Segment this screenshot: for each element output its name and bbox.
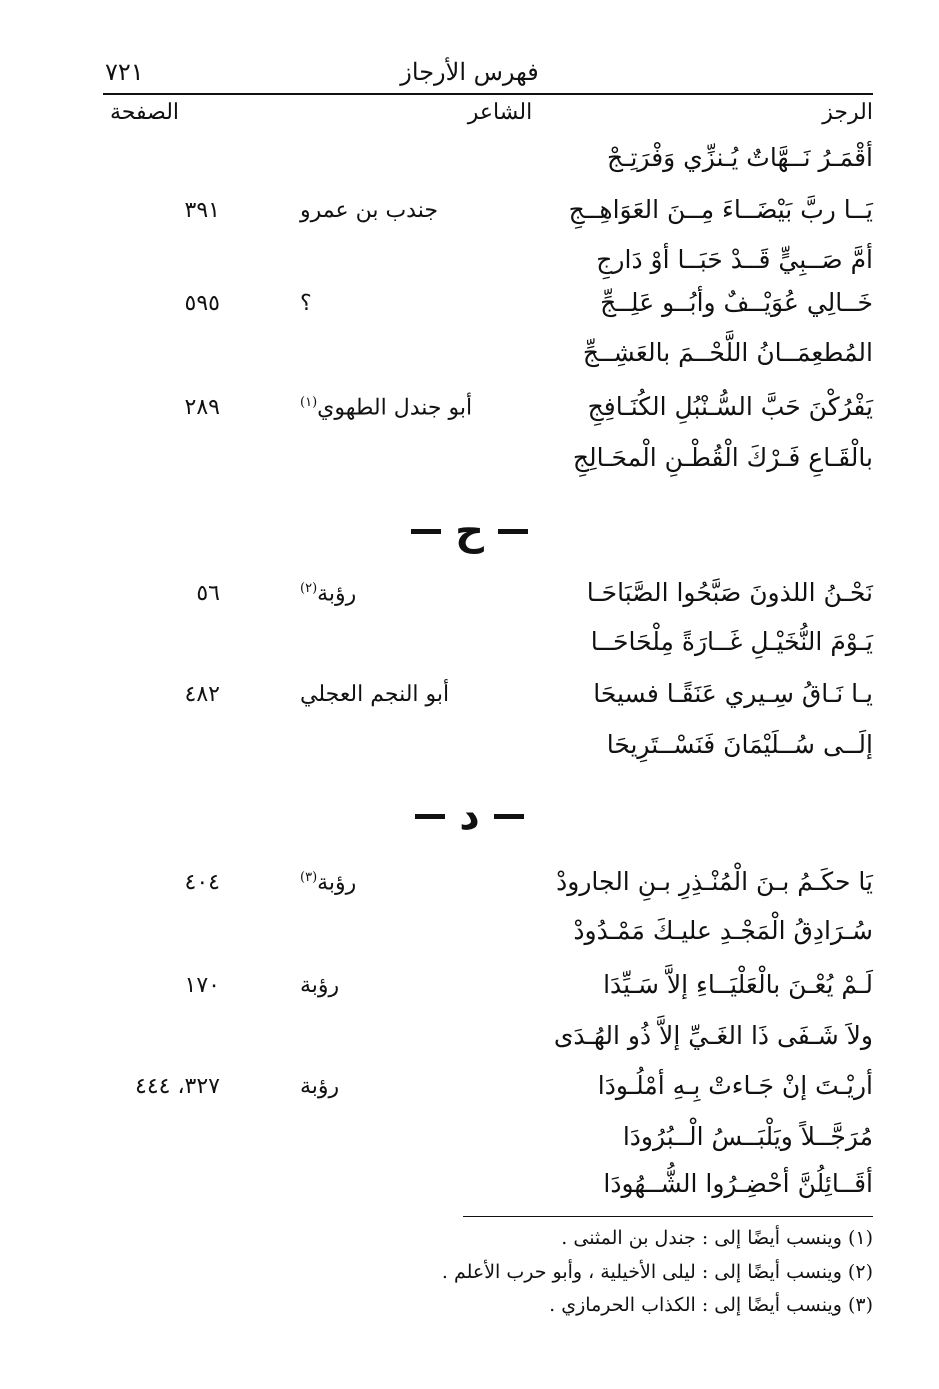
- footnote-rule: [463, 1216, 873, 1217]
- poet-name: ؟: [300, 291, 312, 316]
- section-heading-ha: [0, 508, 939, 554]
- poet-name: [300, 870, 520, 895]
- verse-line: أريْـتَ إنْ جَـاءتْ بِـهِ أمْلُـودَا: [597, 1071, 873, 1100]
- page-ref: ٣٩١: [184, 198, 220, 223]
- verse-line: مُرَجَّــلاً ويَلْبَــسُ الْــبُرُودَا: [622, 1122, 873, 1151]
- poet-name: جندب بن عمرو: [300, 198, 438, 223]
- footnote-marker: (٢): [300, 581, 318, 596]
- poet-name-text: رؤبة: [317, 581, 357, 607]
- column-header-rajaz: الرجز: [822, 100, 873, 125]
- poet-name-text: أبو جندل الطهوي: [317, 395, 473, 421]
- footnote: (٢) وينسب أيضًا إلى : ليلى الأخيلية ، وأبو حرب الأعلم .: [441, 1261, 873, 1283]
- verse-line: أمَّ صَــبِيٍّ قَــدْ حَبَــا أوْ دَارجِ: [596, 245, 873, 274]
- verse-line: بالْقَـاعِ فَـرْكَ الْقُطْـنِ الْمحَـالِجِ: [572, 443, 873, 472]
- verse-line: يَـوْمَ النُّخَيْـلِ غَــارَةً مِلْحَاحَــا: [590, 627, 873, 656]
- footnote-marker: (٣): [300, 870, 318, 885]
- section-dash: [415, 814, 445, 819]
- footnote: (١) وينسب أيضًا إلى : جندل بن المثنى .: [561, 1227, 873, 1249]
- verse-line: المُطعِمَــانُ اللَّحْــمَ بالعَشِــجِّ: [582, 338, 873, 367]
- poet-name: أبو النجم العجلي: [300, 682, 450, 707]
- page-number: ٧٢١: [105, 58, 144, 86]
- page-ref: ١٧٠: [184, 973, 220, 998]
- column-header-poet: الشاعر: [467, 100, 533, 125]
- verse-line: خَــالِي عُوَيْــفٌ وأبُــو عَلِــجِّ: [600, 288, 873, 317]
- poet-name-text: رؤبة: [317, 870, 357, 896]
- verse-line: يـا نَـاقُ سِـيري عَنَقًـا فسيحَا: [593, 679, 873, 708]
- page-ref: ٥٩٥: [184, 291, 220, 316]
- page-ref: ٤٨٢: [184, 682, 220, 707]
- footnote-marker: (١): [300, 395, 318, 410]
- verse-line: لَـمْ يُعْـنَ بالْعَلْيَــاءِ إلاَّ سَـيِّدَا: [603, 970, 873, 999]
- verse-line: يَــا ربَّ بَيْضَــاءَ مِــنَ العَوَاهِــجِ: [568, 195, 873, 224]
- section-heading-dal: [0, 793, 939, 839]
- poet-name: [300, 395, 520, 420]
- page-ref: ٤٠٤: [184, 870, 220, 895]
- footnote: (٣) وينسب أيضًا إلى : الكذاب الحرمازي .: [549, 1294, 873, 1316]
- page-ref: ٥٦: [196, 581, 220, 606]
- verse-line: يَا حكَـمُ بـنَ الْمُنْـذِرِ بـنِ الجارودْ: [556, 867, 873, 896]
- verse-line: إلَــى سُــلَيْمَانَ فَنَسْــتَرِيحَا: [606, 730, 873, 759]
- verse-line: يَفْرُكْنَ حَبَّ السُّـنْبُلِ الكُنَـافِجِ: [587, 392, 873, 421]
- section-letter: ح: [455, 508, 484, 554]
- section-dash: [494, 814, 524, 819]
- verse-line: ولاَ شَـفَى ذَا الغَـيِّ إلاَّ ذُو الهُـدَى: [553, 1021, 873, 1050]
- page-ref: ٣٢٧، ٤٤٤: [135, 1074, 220, 1099]
- verse-line: أقْمَـرُ نَــهَّاتٌ يُـنزِّي وَفْرَتِـجْ: [606, 143, 873, 172]
- poet-name: رؤبة: [300, 1074, 340, 1099]
- verse-line: سُـرَادِقُ الْمَجْـدِ عليـكَ مَمْـدُودْ: [573, 916, 873, 945]
- header-rule: [103, 93, 873, 95]
- page-ref: ٢٨٩: [184, 395, 220, 420]
- verse-line: نَحْـنُ اللذونَ صَبَّحُوا الصَّبَاحَـا: [586, 578, 873, 607]
- section-dash: [411, 529, 441, 534]
- section-dash: [498, 529, 528, 534]
- column-header-page: الصفحة: [110, 100, 180, 125]
- poet-name: رؤبة: [300, 973, 340, 998]
- section-letter: د: [459, 793, 480, 839]
- verse-line: أقَــائِلُنَّ أحْضِـرُوا الشُّــهُودَا: [603, 1169, 873, 1198]
- running-title: فهرس الأرجاز: [400, 58, 539, 86]
- poet-name: [300, 581, 520, 606]
